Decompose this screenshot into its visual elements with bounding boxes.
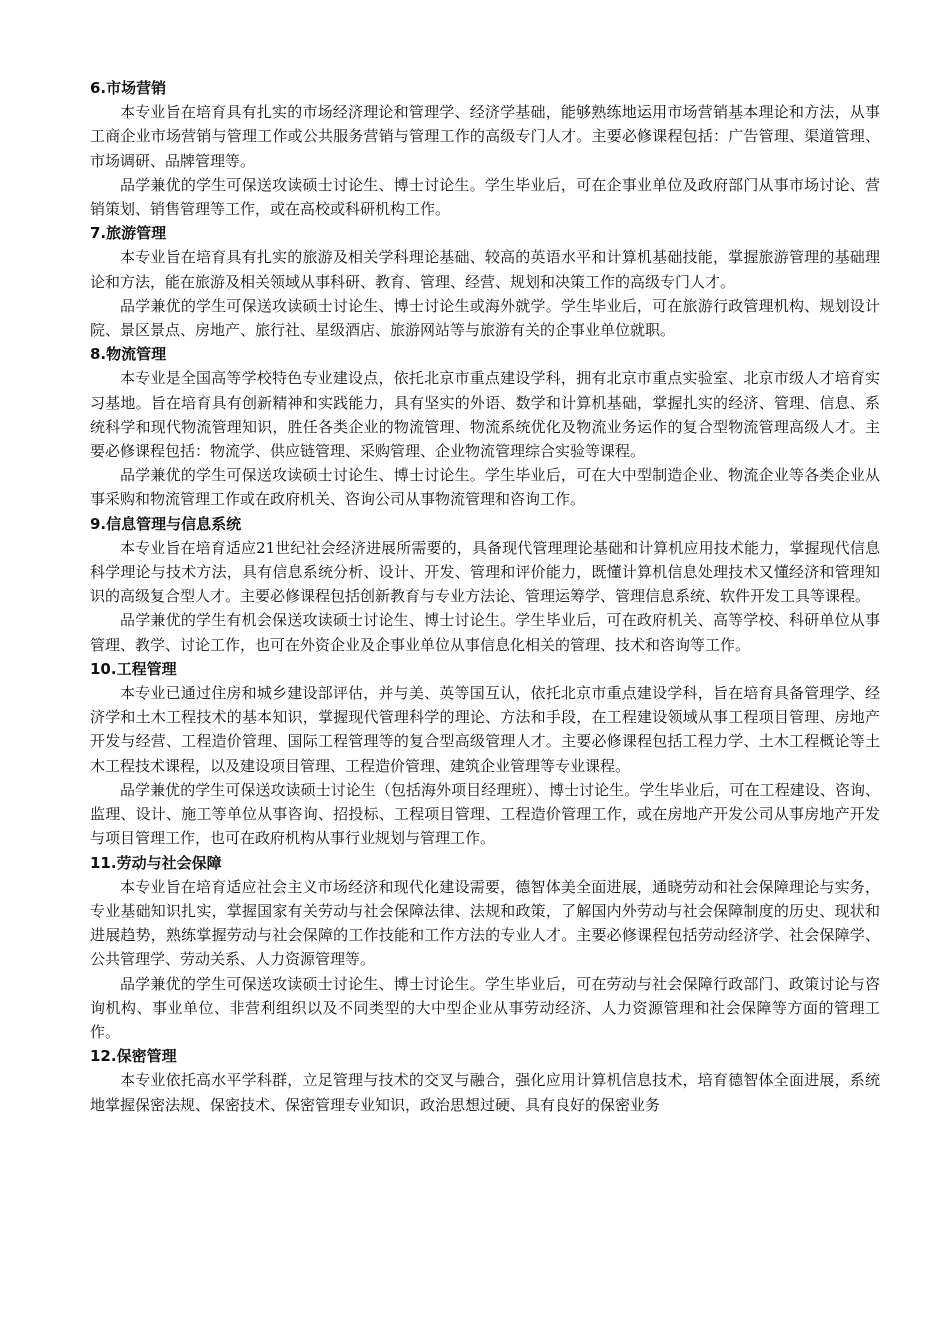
section-heading: 9.信息管理与信息系统 xyxy=(90,514,242,533)
section-information-systems xyxy=(90,512,880,657)
section-paragraph: 本专业旨在培育适应21世纪社会经济进展所需要的，具备现代管理理论基础和计算机应用技术能力，掌握现代信息科学理论与技术方法，具有信息系统分析、设计、开发、管理和评价能力，既懂计算机信息处理技术又懂经济和管理知识的高级复合型人才。主要必修课程包括创新教育与专业方法论、管理运筹学、管理信息系统、软件开发工具等课程。 xyxy=(90,538,880,606)
section-paragraph: 品学兼优的学生可保送攻读硕士讨论生、博士讨论生或海外就学。学生毕业后，可在旅游行政管理机构、规划设计院、景区景点、房地产、旅行社、星级酒店、旅游网站等与旅游有关的企事业单位就职。 xyxy=(90,296,880,340)
section-heading: 10.工程管理 xyxy=(90,659,177,678)
section-labor-social-security xyxy=(90,851,880,1045)
section-paragraph: 本专业旨在培育具有扎实的旅游及相关学科理论基础、较高的英语水平和计算机基础技能，掌握旅游管理的基础理论和方法，能在旅游及相关领域从事科研、教育、管理、经营、规划和决策工作的高级专门人才。 xyxy=(90,248,880,291)
section-heading: 12.保密管理 xyxy=(90,1047,177,1066)
section-paragraph: 本专业旨在培育适应社会主义市场经济和现代化建设需要，德智体美全面进展，通晓劳动和社会保障理论与实务，专业基础知识扎实，掌握国家有关劳动与社会保障法律、法规和政策，了解国内外劳动与社会保障制度的历史、现状和进展趋势，熟练掌握劳动与社会保障的工作技能和工作方法的专业人才。主要必修课程包括劳动经济学、社会保障学、公共管理学、劳动关系、人力资源管理等。 xyxy=(90,877,880,969)
section-logistics-management xyxy=(90,342,880,511)
section-paragraph: 品学兼优的学生可保送攻读硕士讨论生、博士讨论生。学生毕业后，可在劳动与社会保障行政部门、政策讨论与咨询机构、事业单位、非营利组织以及不同类型的大中型企业从事劳动经济、人力资源管理和社会保障等方面的管理工作。 xyxy=(90,974,880,1041)
document-page xyxy=(90,76,880,1117)
section-paragraph: 本专业依托高水平学科群，立足管理与技术的交叉与融合，强化应用计算机信息技术，培育德智体全面进展，系统地掌握保密法规、保密技术、保密管理专业知识，政治思想过硬、具有良好的保密业务 xyxy=(90,1071,880,1114)
section-confidentiality-management xyxy=(90,1044,880,1117)
section-heading: 8.物流管理 xyxy=(90,345,167,364)
section-marketing xyxy=(90,76,880,221)
section-heading: 7.旅游管理 xyxy=(90,224,167,243)
section-paragraph: 本专业是全国高等学校特色专业建设点，依托北京市重点建设学科，拥有北京市重点实验室、北京市级人才培育实习基地。旨在培育具有创新精神和实践能力，具有坚实的外语、数学和计算机基础，掌握扎实的经济、管理、信息、系统科学和现代物流管理知识，胜任各类企业的物流管理、物流系统优化及物流业务运作的复合型物流管理高级人才。主要必修课程包括：物流学、供应链管理、采购管理、企业物流管理综合实验等课程。 xyxy=(90,369,880,461)
section-paragraph: 品学兼优的学生有机会保送攻读硕士讨论生、博士讨论生。学生毕业后，可在政府机关、高等学校、科研单位从事管理、教学、讨论工作，也可在外资企业及企事业单位从事信息化相关的管理、技术和咨询等工作。 xyxy=(90,611,880,654)
section-heading: 11.劳动与社会保障 xyxy=(90,853,222,872)
section-engineering-management xyxy=(90,657,880,851)
section-paragraph: 品学兼优的学生可保送攻读硕士讨论生（包括海外项目经理班）、博士讨论生。学生毕业后，可在工程建设、咨询、监理、设计、施工等单位从事咨询、招投标、工程项目管理、工程造价管理工作，或在房地产开发公司从事房地产开发与项目管理工作，也可在政府机构从事行业规划与管理工作。 xyxy=(90,780,880,848)
section-paragraph: 本专业旨在培育具有扎实的市场经济理论和管理学、经济学基础，能够熟练地运用市场营销基本理论和方法，从事工商企业市场营销与管理工作或公共服务营销与管理工作的高级专门人才。主要必修课程包括：广告管理、渠道管理、市场调研、品牌管理等。 xyxy=(90,103,880,170)
section-paragraph: 品学兼优的学生可保送攻读硕士讨论生、博士讨论生。学生毕业后，可在企事业单位及政府部门从事市场讨论、营销策划、销售管理等工作，或在高校或科研机构工作。 xyxy=(90,175,880,219)
section-paragraph: 本专业已通过住房和城乡建设部评估，并与美、英等国互认，依托北京市重点建设学科，旨在培育具备管理学、经济学和土木工程技术的基本知识，掌握现代管理科学的理论、方法和手段，在工程建设领域从事工程项目管理、房地产开发与经营、工程造价管理、国际工程管理等的复合型高级管理人才。主要必修课程包括工程力学、土木工程概论等土木工程技术课程，以及建设项目管理、工程造价管理、建筑企业管理等专业课程。 xyxy=(90,684,880,775)
section-tourism-management xyxy=(90,221,880,342)
section-heading: 6.市场营销 xyxy=(90,79,167,97)
section-paragraph: 品学兼优的学生可保送攻读硕士讨论生、博士讨论生。学生毕业后，可在大中型制造企业、物流企业等各类企业从事采购和物流管理工作或在政府机关、咨询公司从事物流管理和咨询工作。 xyxy=(90,466,880,509)
